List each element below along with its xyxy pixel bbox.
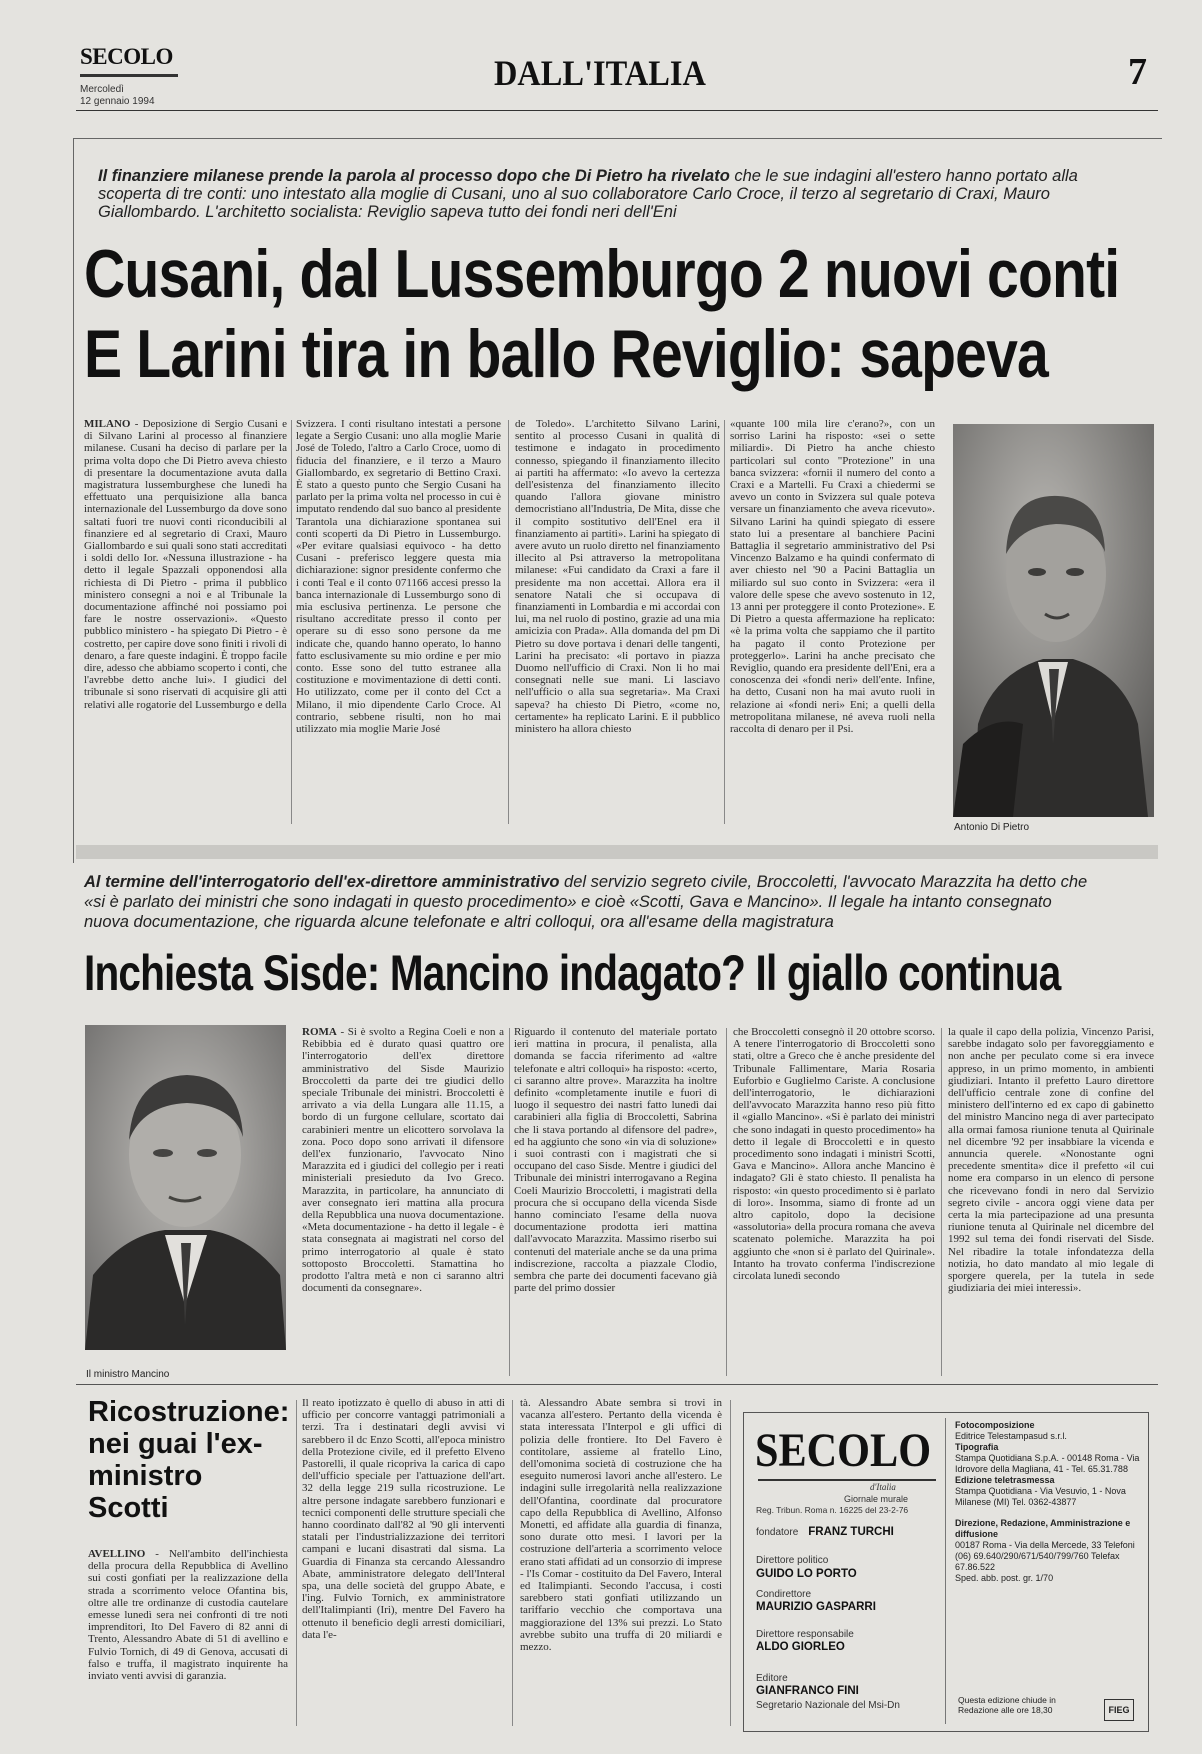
article-headline-2: E Larini tira in ballo Reviglio: sapeva — [84, 316, 1048, 392]
article3-headline: Ricostruzione: nei guai l'ex-ministro Scotti — [88, 1396, 290, 1524]
column3-text-2: Il reato ipotizzato è quello di abuso in atti di ufficio per concorre vantaggi patrimoniali a terzi. Tra i destinatari degli avvisi vi sarebbero il dc Enzo Scotti, all'epoca ministro della Protezione civile, ed il prefetto Elveno Pastorelli, il quale ricopriva la carica di capo dell'ufficio speciale per l'attuazione dell'art. 32 della legge 219 sulla ricostruzione. Le altre persone indagate sarebbero funzionari e tecnici componenti delle strutture speciali che hanno coordinato dall'82 al '90 gli interventi statali per l'industrializzazione dei territori campani e lucani disastrati dal sisma. La Guardia di Finanza sta cercando Alessandro Abate, amministratore delegato dell'Interal spa, una delle società del gruppo Abate, e l'ing. Fulvio Tornich, ex amministratore dell'Italimpianti (Iri), mentre Del Favero ha ottenuto il beneficio degli arresti domiciliari, data l'e- — [302, 1397, 505, 1641]
founder-label: fondatore — [756, 1527, 799, 1538]
article2-column — [302, 1026, 504, 1378]
column2-text-4: la quale il capo della polizia, Vincenzo Parisi, sarebbe indagato solo per favoreggiamento e non anche per peculato come si era invece appreso, in un primo momento, in ambienti giudiziari. Intanto il prefetto Lauro direttore dell'ufficio centrale zone di confine del ministero dell'interno ed ex capo di gabinetto del ministro Mancino nega di aver partecipato alla ormai famosa riunione tenuta al Quirinale nel dicembre '92 per insabbiare la vicenda e annuncia querele. «Nonostante ogni precedente smentita» dice il prefetto «il cui nome era comparso in un elenco di persone che ricevevano fondi in nero dal Servizio segreto civile - ancora oggi viene data per certa la mia partecipazione ad una presunta riunione tenuta al Quirinale nel dicembre del 1992 sul tema dei fondi riservati del Sisde. Nel ribadire la totale infondatezza della notizia, ho dato mandato al mio legale di sporgere querela, per la tutela in sede giudiziaria dei miei interessi». — [948, 1026, 1154, 1295]
article2-column-3 — [733, 1026, 935, 1378]
section-rule — [76, 1384, 1158, 1385]
typo-text: Stampa Quotidiana S.p.A. - 00148 Roma - Via Idrovore della Magliana, 41 - Tel. 65.31.788 — [955, 1453, 1140, 1474]
admin-title: Direzione, Redazione, Amministrazione e diffusione — [955, 1518, 1131, 1539]
article2-kicker — [84, 872, 1094, 932]
photocomp-text: Editrice Telestampasud s.r.l. — [955, 1431, 1067, 1441]
codirector-name: MAURIZIO GASPARRI — [756, 1601, 876, 1613]
logo-subtitle: d'Italia — [870, 1482, 896, 1492]
section-divider — [76, 845, 1158, 859]
responsible-name: ALDO GIORLEO — [756, 1641, 845, 1653]
article-column-3 — [515, 418, 720, 826]
kicker-lead: Il finanziere milanese prende la parola al processo dopo che Di Pietro ha rivelato — [98, 167, 730, 185]
tele-text: Stampa Quotidiana - Via Vesuvio, 1 - Nova Milanese (MI) Tel. 0362-43877 — [955, 1486, 1126, 1507]
article3-column-2 — [302, 1397, 505, 1730]
column-rule — [726, 1028, 727, 1376]
column3-text-3: tà. Alessandro Abate sembra si trovi in vacanza all'estero. Pertanto della vicenda è stata interessata l'Interpol e gli uffici di polizia delle frontiere. Ito Del Favero è contitolare, assieme al fratello Lino, dell'omonima società di costruzione che ha eseguito numerosi lavori anche all'estero. Le indagini sulle irregolarità nella realizzazione dell'Ofantina, coordinate dal procuratore capo della Repubblica di Avellino, Alfonso Monetti, ed affidate alla guardia di finanza, sono durate otto mesi. I lavori per la costruzione dell'arteria a scorrimento veloce erano stati affidati ad un consorzio di imprese - l'Is Comar - costituito da Del Favero, Interal ed Italimpianti. Secondo l'accusa, i costi sarebbero stati gonfiati utilizzando un tariffario vecchio che comportava una maggiorazione del 13% sui prezzi. Lo Stato avrebbe subito una truffa di 20 miliardi e mezzo. — [520, 1397, 722, 1654]
publisher-label: Editore — [756, 1673, 788, 1684]
logo-underline — [758, 1479, 936, 1481]
masthead-logo: SECOLO — [80, 44, 173, 69]
column-rule — [724, 420, 725, 824]
journal-type: Giornale murale — [844, 1494, 909, 1504]
column2-text-3: che Broccoletti consegnò il 20 ottobre scorso. A tenere l'interrogatorio di Broccoletti sono stati, oltre a Greco che è anche presidente del Tribunale Fallimentare, Maria Rosaria Euforbio e Guglielmo Cariste. A conclusione dell'interrogatorio, le dichiarazioni dell'avvocato Marazzita hanno reso più fitto il «giallo Mancino». «Si è parlato dei ministri che sono indagati in questo procedimento» ha detto il legale di Broccoletti e in questo procedimento sono indagati i ministri Scotti, Gava e Mancino». Allora anche Mancino è indagato? Gli è stato chiesto. Il penalista ha risposto: «in questo procedimento si è parlato di loro». Insomma, siamo di fronte ad un altro capitolo, dopo la decisione «assolutoria» della procura romana che aveva scatenato polemiche. Marazzita ha poi aggiunto che «non si è parlato del Quirinale». Intanto ha trovato conferma l'indiscrezione circolata lunedì secondo — [733, 1026, 935, 1283]
responsible-label: Direttore responsabile — [756, 1629, 854, 1640]
founder-name: FRANZ TURCHI — [808, 1526, 894, 1538]
codirector-label: Condirettore — [756, 1589, 812, 1600]
column-rule — [296, 1400, 297, 1726]
dateline-3: AVELLINO — [88, 1548, 146, 1560]
column-text-4: «quante 100 mila lire c'erano?», con un sorriso Larini ha risposto: «sei o sette miliardi». Di Pietro ha anche chiesto particolari sul conto "Protezione" in una banca svizzera: «fornii il numero del conto a Craxi e a Martelli. Fu Craxi a chiedermi se avevo un conto in Svizzera sul quale poteva versare un finanziamento che aveva ricevuto». Silvano Larini ha quindi spiegato di essere stato lui a presentare al banchiere Pacini Battaglia il segretario amministrativo del Psi Vincenzo Balzamo e ha quindi confermato di aver chiesto nel '90 a Pacini Battaglia un miliardo sul suo conto in Svizzera: «era il valore delle spese che avevo sostenuto in 12, 13 anni per proteggere il conto Protezione». E Di Pietro a questa affermazione ha replicato: «è la prima volta che sappiamo che il partito ha pagato il conto Protezione per proteggerlo». Larini ha anche precisato che Reviglio, quando era presidente dell'Eni, era a conoscenza dei «fondi neri» dell'ente. Infine, ha detto, Cusani non ha mai avuto ruoli in relazione ai «fondi neri» Eni; a quelli della metropolitana milanese, né aveva ruoli nella raccolta di denaro per il Psi. — [730, 418, 935, 736]
column2-text-2: Riguardo il contenuto del materiale portato ieri mattina in procura, il penalista, alla domanda se faccia riferimento ad «altre telefonate e altri colloqui» ha risposto: «certo, ci saranno altre prove». Marazzita ha inoltre definito «completamente inutile e fuori di luogo il sequestro dei nastri fatto lunedì dai carabinieri alla figlia di Broccoletti, Sabrina che li stava portando al difensore del padre», ed ha aggiunto che sono «in via di soluzione» i suoi contrasti con i magistrati che si occupano del caso Sisde. Mentre i giudici del Tribunale dei ministri interrogavano a Regina Coeli Maurizio Broccoletti, i magistrati della procura che si occupano della vicenda Sisde hanno cominciato l'esame della nuova documentazione prodotta ieri mattina dall'avvocato Marazzita. Massimo riserbo sui contenuti del materiale anche se da una prima indiscrezione, raccolta a piazzale Clodio, sembra che parte dei documenti facevano già parte del primo dossier — [514, 1026, 717, 1295]
section-title: DALL'ITALIA — [494, 53, 706, 93]
column3-text: - Nell'ambito dell'inchiesta della procura della Repubblica di Avellino sui costi gonfiati per la realizzazione della strada a scorrimento veloce Ofantina bis, oltre alle tre ordinanze di custodia cautelare emesse lunedì sera nei confronti di tre noti imprenditori, Ito Del Favero di 82 anni di Trento, Alessandro Abate di 51 di avellino e Fulvio Tornich, di 49 di Genova, accusati di falso e truffa, il magistrato inquirente ha inviato venti avvisi di garanzia. — [88, 1548, 288, 1683]
article2-column-2 — [514, 1026, 717, 1378]
article-column-2 — [296, 418, 501, 826]
article-headline: Cusani, dal Lussemburgo 2 nuovi conti — [84, 236, 1120, 312]
publisher-role: Segretario Nazionale del Msi-Dn — [756, 1700, 900, 1711]
article2-column-4 — [948, 1026, 1154, 1378]
director-label: Direttore politico — [756, 1555, 829, 1566]
portrait-image — [953, 424, 1154, 817]
column-rule — [941, 1028, 942, 1376]
column-rule — [508, 420, 509, 824]
column-text-3: de Toledo». L'architetto Silvano Larini, sentito al processo Cusani in qualità di testimone e indagato in procedimento connesso, spiegando il finanziamento illecito ai partiti ha affermato: «Io avevo la certezza dell'esistenza del finanziamento illecito quando l'allora giovane ministro democristiano all'Industria, De Mita, disse che il compito sostitutivo dell'Enel era il finanziamento ai partiti». Larini ha spiegato di avere avuto un ruolo diretto nel finanziamento illecito al Psi attraverso la metropolitana milanese: «Fui candidato da Craxi a fare il presidente ma non accettai. Allora era il senatore Natali che si occupava di finanziamenti in Lombardia e mi accordai con lui, ma nel ruolo di postino, grazie ad una mia amicizia con Prada». Alla domanda del pm Di Pietro su dove portava i denari delle tangenti, Larini ha precisato: «li portavo in piazza Duomo nell'ufficio di Craxi. Non li ho mai consegnati nelle sue mani. Li lasciavo nell'ufficio o alla sua segretaria». Ma Craxi sapeva? ha chiesto Di Pietro, «come no, certamente» ha replicato Larini. E il pubblico ministero ha allora chiesto — [515, 418, 720, 736]
masthead-box-divider — [945, 1418, 946, 1724]
kicker-text: che le sue indagini all'estero hanno portato alla scoperta di tre conti: uno intestato alla moglie di Cusani, uno al suo collaboratore Carlo Croce, il terzo al segretario di Craxi, Mauro Giallombardo. L'architetto socialista: Reviglio sapeva tutto dei fondi neri dell'Eni — [98, 167, 1078, 221]
column2-text: - Si è svolto a Regina Coeli e non a Rebibbia ed è durato quasi quattro ore l'interrogatorio dell'ex direttore amministrativo del Sisde Maurizio Broccoletti da parte dei tre giudici dello speciale Tribunale dei ministri. Broccoletti è arrivato a via della Lungara alle 11.15, a bordo di un furgone cellulare, scortato dai carabinieri mentre un elicottero sorvolava la zona. Poco dopo sono arrivati il difensore dell'ex funzionario, l'avvocato Nino Marazzita ed i giudici del collegio per i reati ministeriali presieduto da Ivo Greco. Marazzita, in particolare, ha annunciato di aver consegnato ieri mattina alla procura della Repubblica una nuova documentazione. «Meta documentazione - ha detto il legale - è stata consegnata ai magistrati nel corso del primo interrogatorio al quale è stato sottoposto Broccoletti. Stamattina ho prodotto l'altra metà e non ci saranno altri documenti da consegnare». — [302, 1026, 504, 1295]
photo-caption-2: Il ministro Mancino — [86, 1369, 170, 1380]
masthead-underline — [80, 74, 178, 77]
photo-caption: Antonio Di Pietro — [954, 822, 1030, 833]
column-text-2: Svizzera. I conti risultano intestati a persone legate a Sergio Cusani: uno alla moglie Marie José de Toledo, l'altro a Carlo Croce, uomo di fiducia del finanziere, e il terzo a Mauro Giallombardo, ex segretario di Bettino Craxi. È stato a questo punto che Sergio Cusani ha parlato per la prima volta nel processo in cui è imputato rendendo dal suo banco al presidente Tarantola una dichiarazione spontanea sui conti scoperti da Di Pietro in Lussemburgo. «Per evitare qualsiasi equivoco - ha detto Cusani - preferisco leggere questa mia dichiarazione: signor presidente confermo che i conti Teal e il conto 071166 accesi presso la banca internazionale di Lussemburgo sono di mia esclusiva pertinenza. Le persone che risultano accreditate presso il conto per operare su di esso sono persone da me indicate che, quando hanno operato, lo hanno fatto esclusivamente su mio ordine e per mio conto. Esse sono del tutto estranee alla costituzione e movimentazione di detti conti. Ho utilizzato, come per il conto del Cct a Milano, il mio dipendente Carlo Croce. Al contrario, sebbene risulti, non ho mai utilizzato mia moglie Marie José — [296, 418, 501, 736]
founder-line — [756, 1522, 894, 1540]
dateline: MILANO — [84, 418, 131, 430]
column-rule — [291, 420, 292, 824]
column-rule — [730, 1400, 731, 1726]
column-rule — [509, 1028, 510, 1376]
publisher-name: GIANFRANCO FINI — [756, 1685, 859, 1697]
masthead-box-logo: SECOLO — [755, 1424, 932, 1477]
photo-mancino — [85, 1025, 286, 1350]
page-number: 7 — [1128, 51, 1147, 93]
postal-text: Sped. abb. post. gr. 1/70 — [955, 1573, 1054, 1583]
photocomp-title: Fotocomposizione — [955, 1420, 1035, 1430]
column-text: - Deposizione di Sergio Cusani e di Silvano Larini al processo al finanziere milanese. Cusani ha deciso di parlare per la prima volta dopo che Di Pietro aveva chiesto di presentare la documentazione avuta dalla magistratura lussemburghese che lunedì ha effettuato una perquisizione alla banca internazionale del Lussemburgo da dove sono saltati fuori tre nuovi conti riconducibili al finanziere ed al segretario di Craxi, Mauro Giallombardo e sui quali sono stati accreditati i soldi dello Ior. «Nessuna illustrazione - ha detto il legale Spazzali opponendosi alla richiesta di Di Pietro - prima il pubblico ministero consegni a noi e al Tribunale la documentazione affinché noi possiamo poi fare le nostre osservazioni». «Questo pubblico ministero - ha spiegato Di Pietro - è costretto, per capire dove sono finiti i rivoli di denaro, a fare queste indagini. È troppo facile dire, adesso che abbiamo scoperto i conti, che l'avrebbe detto anche lui». I giudici del tribunale si sono riservati di acquisire gli atti relativi alle rogatorie del Lussemburgo e della — [84, 418, 287, 711]
header-rule — [76, 110, 1158, 111]
issue-date: 12 gennaio 1994 — [80, 96, 155, 107]
closing-note: Questa edizione chiude in Redazione alle ore 18,30 — [958, 1695, 1056, 1715]
registration: Reg. Tribun. Roma n. 16225 del 23-2-76 — [756, 1505, 909, 1515]
article-kicker — [98, 167, 1128, 221]
masthead-box-info — [955, 1420, 1141, 1584]
director-name: GUIDO LO PORTO — [756, 1568, 857, 1580]
article3-column-3 — [520, 1397, 722, 1730]
kicker2-lead: Al termine dell'interrogatorio dell'ex-direttore amministrativo — [84, 873, 560, 891]
article-column-4 — [730, 418, 935, 826]
column-rule — [512, 1400, 513, 1726]
fieg-stamp: FIEG — [1104, 1699, 1134, 1721]
dateline-2: ROMA — [302, 1026, 337, 1038]
issue-day: Mercoledì — [80, 84, 124, 95]
article-column — [84, 418, 287, 826]
portrait-image-2 — [85, 1025, 286, 1350]
tele-title: Edizione teletrasmessa — [955, 1475, 1055, 1485]
article2-headline: Inchiesta Sisde: Mancino indagato? Il giallo continua — [84, 945, 1061, 1001]
admin-text: 00187 Roma - Via della Mercede, 33 Telefoni (06) 69.640/290/671/540/799/760 Telefax 67.86.522 — [955, 1540, 1135, 1572]
photo-di-pietro — [953, 424, 1154, 817]
kicker2-text: del servizio segreto civile, Broccoletti, l'avvocato Marazzita ha detto che «si è parlato dei ministri che sono indagati in questo procedimento» e cioè «Scotti, Gava e Mancino». Il legale ha intanto consegnato nuova documentazione, che riguarda alcune telefonate e altri colloqui, ora all'esame della magistratura — [84, 873, 1088, 931]
typo-title: Tipografia — [955, 1442, 999, 1452]
article3-column — [88, 1548, 288, 1730]
